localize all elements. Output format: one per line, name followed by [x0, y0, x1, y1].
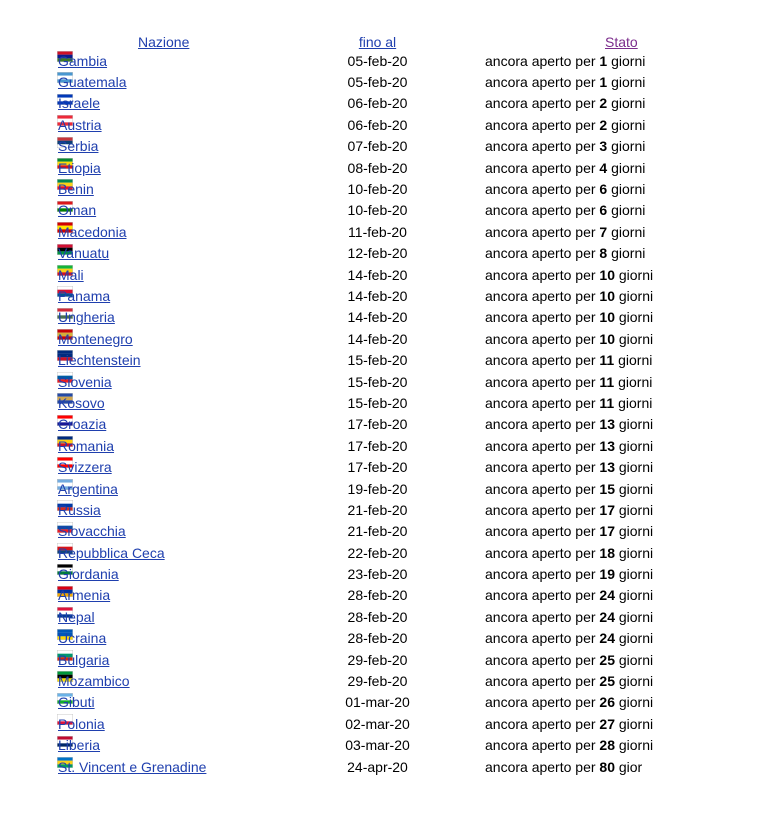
- days-count: 2: [599, 95, 608, 112]
- status-suffix: giorni: [611, 181, 646, 198]
- nation-link[interactable]: Liberia: [58, 737, 101, 754]
- nation-cell: [55, 692, 270, 713]
- nation-cell: [55, 93, 270, 114]
- table-row: [55, 392, 675, 413]
- nation-cell: [55, 563, 270, 584]
- days-count: 27: [599, 715, 615, 732]
- nation-link[interactable]: Romania: [58, 437, 115, 454]
- until-header-link[interactable]: fino al: [358, 34, 397, 50]
- status-suffix: giorni: [618, 394, 653, 411]
- nation-cell: [55, 349, 270, 370]
- until-date: 24-apr-20: [347, 758, 408, 775]
- days-count: 15: [599, 480, 615, 497]
- table-row: [55, 371, 675, 392]
- until-date: 29-feb-20: [347, 673, 408, 690]
- table-row: [55, 756, 675, 777]
- status-cell: [485, 93, 675, 114]
- until-date: 14-feb-20: [347, 330, 408, 347]
- days-count: 10: [599, 309, 615, 326]
- until-date: 17-feb-20: [347, 437, 408, 454]
- status-prefix: ancora aperto per: [485, 651, 600, 668]
- status-suffix: giorni: [611, 202, 646, 219]
- table-row: [55, 499, 675, 520]
- nation-cell: [55, 478, 270, 499]
- status-cell: [485, 221, 675, 242]
- days-count: 25: [599, 673, 615, 690]
- status-prefix: ancora aperto per: [485, 459, 600, 476]
- nation-link[interactable]: Repubblica Ceca: [58, 544, 165, 561]
- nation-cell: [55, 307, 270, 328]
- status-prefix: ancora aperto per: [485, 694, 600, 711]
- days-count: 11: [599, 394, 615, 411]
- nation-cell: [55, 585, 270, 606]
- days-count: 13: [599, 416, 615, 433]
- until-date: 12-feb-20: [347, 245, 408, 262]
- table-row: [55, 414, 675, 435]
- nation-link[interactable]: Giordania: [58, 566, 119, 583]
- nation-cell: [55, 392, 270, 413]
- nation-link[interactable]: Svizzera: [58, 459, 112, 476]
- status-cell: [485, 200, 675, 221]
- status-suffix: giorni: [618, 309, 654, 326]
- table-row: [55, 563, 675, 584]
- until-date: 29-feb-20: [347, 651, 408, 668]
- table-row: [55, 735, 675, 756]
- status-suffix: giorni: [618, 673, 654, 690]
- days-count: 8: [599, 245, 608, 262]
- days-count: 6: [599, 181, 608, 198]
- nation-cell: [55, 243, 270, 264]
- nation-link[interactable]: Polonia: [58, 715, 105, 732]
- status-cell: [485, 285, 675, 306]
- until-date: 05-feb-20: [347, 74, 408, 91]
- status-cell: [485, 243, 675, 264]
- nation-link[interactable]: St. Vincent e Grenadine: [58, 758, 207, 775]
- status-cell: [485, 136, 675, 157]
- nation-link[interactable]: Croazia: [58, 416, 107, 433]
- status-cell: [485, 542, 675, 563]
- days-count: 10: [599, 287, 615, 304]
- header-row: [55, 30, 675, 50]
- status-suffix: giorni: [611, 74, 646, 91]
- status-header-link[interactable]: Stato: [605, 34, 638, 50]
- status-prefix: ancora aperto per: [485, 437, 600, 454]
- nation-link[interactable]: Montenegro: [58, 330, 133, 347]
- status-suffix: giorni: [611, 116, 646, 133]
- until-date: 23-feb-20: [347, 566, 408, 583]
- nation-link[interactable]: Kosovo: [58, 394, 105, 411]
- status-prefix: ancora aperto per: [485, 159, 600, 176]
- status-suffix: giorni: [618, 651, 654, 668]
- nation-cell: [55, 200, 270, 221]
- days-count: 13: [599, 437, 615, 454]
- nation-link[interactable]: Macedonia: [58, 223, 127, 240]
- nation-cell: [55, 371, 270, 392]
- table-row: [55, 692, 675, 713]
- until-date: 05-feb-20: [347, 52, 408, 69]
- status-suffix: giorni: [611, 223, 646, 240]
- nation-cell: [55, 628, 270, 649]
- days-count: 1: [599, 52, 608, 69]
- status-prefix: ancora aperto per: [485, 181, 600, 198]
- until-date: 28-feb-20: [347, 630, 408, 647]
- status-prefix: ancora aperto per: [485, 758, 600, 775]
- days-count: 13: [599, 459, 615, 476]
- status-suffix: giorni: [618, 287, 654, 304]
- nation-cell: [55, 670, 270, 691]
- status-prefix: ancora aperto per: [485, 202, 600, 219]
- nation-link[interactable]: Argentina: [58, 480, 118, 497]
- table-row: [55, 114, 675, 135]
- status-header[interactable]: [485, 30, 675, 50]
- table-row: [55, 93, 675, 114]
- until-date: 10-feb-20: [347, 181, 408, 198]
- status-suffix: giorni: [618, 437, 654, 454]
- nation-cell: [55, 285, 270, 306]
- table-row: [55, 585, 675, 606]
- status-cell: [485, 414, 675, 435]
- until-date: 19-feb-20: [347, 480, 408, 497]
- table-row: [55, 456, 675, 477]
- until-date: 03-mar-20: [345, 737, 410, 754]
- table-row: [55, 628, 675, 649]
- until-date: 08-feb-20: [347, 159, 408, 176]
- nation-link[interactable]: Bulgaria: [58, 651, 110, 668]
- status-suffix: giorni: [618, 416, 654, 433]
- nation-link[interactable]: Russia: [58, 501, 101, 518]
- status-cell: [485, 328, 675, 349]
- status-suffix: giorni: [611, 245, 646, 262]
- status-prefix: ancora aperto per: [485, 587, 600, 604]
- until-date: 21-feb-20: [347, 523, 408, 540]
- until-date: 14-feb-20: [347, 287, 408, 304]
- table-row: [55, 200, 675, 221]
- nation-link[interactable]: Israele: [58, 95, 101, 112]
- nation-cell: [55, 735, 270, 756]
- until-date: 17-feb-20: [347, 459, 408, 476]
- status-cell: [485, 756, 675, 777]
- nation-link[interactable]: Liechtenstein: [58, 352, 141, 369]
- status-prefix: ancora aperto per: [485, 715, 600, 732]
- status-suffix: giorni: [618, 587, 654, 604]
- days-count: 24: [599, 587, 615, 604]
- status-prefix: ancora aperto per: [485, 223, 600, 240]
- status-cell: [485, 713, 675, 734]
- until-date: 15-feb-20: [347, 394, 408, 411]
- status-suffix: giorni: [618, 373, 653, 390]
- until-header[interactable]: [270, 30, 485, 50]
- nation-cell: [55, 606, 270, 627]
- status-cell: [485, 649, 675, 670]
- status-prefix: ancora aperto per: [485, 309, 600, 326]
- nation-cell: [55, 521, 270, 542]
- until-date: 22-feb-20: [347, 544, 408, 561]
- nation-cell: [55, 435, 270, 456]
- status-prefix: ancora aperto per: [485, 608, 600, 625]
- nation-cell: [55, 50, 270, 71]
- status-cell: [485, 50, 675, 71]
- until-date: 14-feb-20: [347, 309, 408, 326]
- nation-link[interactable]: Slovacchia: [58, 523, 126, 540]
- status-suffix: giorni: [611, 159, 646, 176]
- until-date: 15-feb-20: [347, 352, 408, 369]
- status-suffix: giorni: [611, 138, 646, 155]
- status-cell: [485, 114, 675, 135]
- table-row: [55, 328, 675, 349]
- status-prefix: ancora aperto per: [485, 523, 600, 540]
- until-date: 02-mar-20: [345, 715, 410, 732]
- table-row: [55, 221, 675, 242]
- until-date: 07-feb-20: [347, 138, 408, 155]
- days-count: 3: [599, 138, 608, 155]
- days-count: 19: [599, 566, 615, 583]
- status-prefix: ancora aperto per: [485, 544, 600, 561]
- status-suffix: giorni: [618, 501, 654, 518]
- status-prefix: ancora aperto per: [485, 352, 600, 369]
- nation-cell: [55, 178, 270, 199]
- status-prefix: ancora aperto per: [485, 52, 600, 69]
- days-count: 17: [599, 523, 615, 540]
- status-prefix: ancora aperto per: [485, 480, 600, 497]
- status-suffix: giorni: [618, 523, 654, 540]
- nation-link[interactable]: Ucraina: [58, 630, 107, 647]
- until-date: 15-feb-20: [347, 373, 408, 390]
- nation-header[interactable]: [55, 30, 270, 50]
- status-suffix: giorni: [618, 608, 654, 625]
- open-countries-table: [55, 30, 675, 777]
- status-cell: [485, 692, 675, 713]
- status-suffix: giorni: [611, 52, 646, 69]
- table-row: [55, 521, 675, 542]
- status-suffix: giorni: [618, 737, 654, 754]
- days-count: 4: [599, 159, 608, 176]
- status-prefix: ancora aperto per: [485, 373, 600, 390]
- until-date: 21-feb-20: [347, 501, 408, 518]
- table-row: [55, 349, 675, 370]
- until-date: 06-feb-20: [347, 95, 408, 112]
- status-cell: [485, 606, 675, 627]
- nation-link[interactable]: Nepal: [58, 608, 95, 625]
- days-count: 17: [599, 501, 615, 518]
- until-date: 17-feb-20: [347, 416, 408, 433]
- status-prefix: ancora aperto per: [485, 673, 600, 690]
- nation-link[interactable]: Mozambico: [58, 673, 130, 690]
- status-cell: [485, 435, 675, 456]
- nation-header-link[interactable]: Nazione: [138, 34, 190, 50]
- until-date: 06-feb-20: [347, 116, 408, 133]
- table-row: [55, 243, 675, 264]
- status-prefix: ancora aperto per: [485, 95, 600, 112]
- days-count: 10: [599, 266, 615, 283]
- days-count: 18: [599, 544, 615, 561]
- nation-link[interactable]: Gibuti: [58, 694, 95, 711]
- nation-cell: [55, 456, 270, 477]
- status-cell: [485, 349, 675, 370]
- days-count: 1: [599, 74, 608, 91]
- status-prefix: ancora aperto per: [485, 630, 600, 647]
- status-prefix: ancora aperto per: [485, 74, 600, 91]
- nation-link[interactable]: Panama: [58, 287, 111, 304]
- status-cell: [485, 563, 675, 584]
- table-row: [55, 649, 675, 670]
- table-row: [55, 71, 675, 92]
- status-prefix: ancora aperto per: [485, 266, 600, 283]
- status-prefix: ancora aperto per: [485, 416, 600, 433]
- nation-cell: [55, 499, 270, 520]
- nation-link[interactable]: Austria: [58, 116, 102, 133]
- status-suffix: giorni: [618, 566, 654, 583]
- nation-cell: [55, 414, 270, 435]
- status-prefix: ancora aperto per: [485, 138, 600, 155]
- status-cell: [485, 521, 675, 542]
- status-cell: [485, 307, 675, 328]
- nation-cell: [55, 114, 270, 135]
- status-suffix: gior: [618, 758, 643, 775]
- nation-cell: [55, 328, 270, 349]
- status-cell: [485, 157, 675, 178]
- days-count: 28: [599, 737, 615, 754]
- table-row: [55, 670, 675, 691]
- nation-cell: [55, 221, 270, 242]
- status-prefix: ancora aperto per: [485, 287, 600, 304]
- until-date: 10-feb-20: [347, 202, 408, 219]
- days-count: 10: [599, 330, 615, 347]
- status-cell: [485, 371, 675, 392]
- status-cell: [485, 178, 675, 199]
- status-suffix: giorni: [611, 95, 646, 112]
- nation-cell: [55, 71, 270, 92]
- status-cell: [485, 71, 675, 92]
- table-row: [55, 136, 675, 157]
- table-row: [55, 542, 675, 563]
- until-date: 01-mar-20: [345, 694, 410, 711]
- status-suffix: giorni: [618, 694, 654, 711]
- status-suffix: giorni: [618, 459, 654, 476]
- nation-link[interactable]: Vanuatu: [58, 245, 110, 262]
- status-cell: [485, 499, 675, 520]
- table-row: [55, 435, 675, 456]
- status-suffix: giorni: [618, 630, 654, 647]
- until-date: 14-feb-20: [347, 266, 408, 283]
- status-prefix: ancora aperto per: [485, 116, 600, 133]
- table-row: [55, 606, 675, 627]
- nation-cell: [55, 756, 270, 777]
- status-cell: [485, 670, 675, 691]
- status-suffix: giorni: [618, 330, 654, 347]
- nation-link[interactable]: Oman: [58, 202, 97, 219]
- nation-cell: [55, 542, 270, 563]
- table-row: [55, 713, 675, 734]
- status-prefix: ancora aperto per: [485, 737, 600, 754]
- until-date: 11-feb-20: [348, 223, 407, 240]
- status-cell: [485, 456, 675, 477]
- table-row: [55, 478, 675, 499]
- nation-link[interactable]: Mali: [58, 266, 84, 283]
- status-cell: [485, 585, 675, 606]
- status-prefix: ancora aperto per: [485, 245, 600, 262]
- table-body: [55, 50, 675, 777]
- status-cell: [485, 392, 675, 413]
- table-row: [55, 307, 675, 328]
- status-cell: [485, 735, 675, 756]
- status-prefix: ancora aperto per: [485, 394, 600, 411]
- nation-link[interactable]: Slovenia: [58, 373, 112, 390]
- nation-cell: [55, 713, 270, 734]
- status-suffix: giorni: [618, 266, 654, 283]
- table-row: [55, 50, 675, 71]
- days-count: 80: [599, 758, 615, 775]
- status-cell: [485, 264, 675, 285]
- days-count: 26: [599, 694, 615, 711]
- status-suffix: giorni: [618, 715, 654, 732]
- status-prefix: ancora aperto per: [485, 330, 600, 347]
- nation-link[interactable]: Armenia: [58, 587, 111, 604]
- status-prefix: ancora aperto per: [485, 501, 600, 518]
- status-cell: [485, 628, 675, 649]
- nation-cell: [55, 264, 270, 285]
- nation-link[interactable]: Etiopia: [58, 159, 101, 176]
- days-count: 2: [599, 116, 608, 133]
- nation-cell: [55, 157, 270, 178]
- until-date: 28-feb-20: [347, 587, 408, 604]
- days-count: 6: [599, 202, 608, 219]
- table-row: [55, 178, 675, 199]
- days-count: 24: [599, 608, 615, 625]
- days-count: 11: [599, 352, 615, 369]
- status-suffix: giorni: [618, 544, 654, 561]
- days-count: 24: [599, 630, 615, 647]
- nation-link[interactable]: Serbia: [58, 138, 99, 155]
- nation-link[interactable]: Benin: [58, 181, 94, 198]
- table-row: [55, 285, 675, 306]
- days-count: 11: [599, 373, 615, 390]
- nation-cell: [55, 136, 270, 157]
- nation-link[interactable]: Gambia: [58, 52, 108, 69]
- status-prefix: ancora aperto per: [485, 566, 600, 583]
- nation-link[interactable]: Ungheria: [58, 309, 115, 326]
- status-suffix: giorni: [618, 480, 654, 497]
- days-count: 7: [599, 223, 608, 240]
- status-suffix: giorni: [618, 352, 653, 369]
- table-row: [55, 264, 675, 285]
- status-cell: [485, 478, 675, 499]
- until-date: 28-feb-20: [347, 608, 408, 625]
- days-count: 25: [599, 651, 615, 668]
- nation-link[interactable]: Guatemala: [58, 74, 127, 91]
- table-row: [55, 157, 675, 178]
- nation-cell: [55, 649, 270, 670]
